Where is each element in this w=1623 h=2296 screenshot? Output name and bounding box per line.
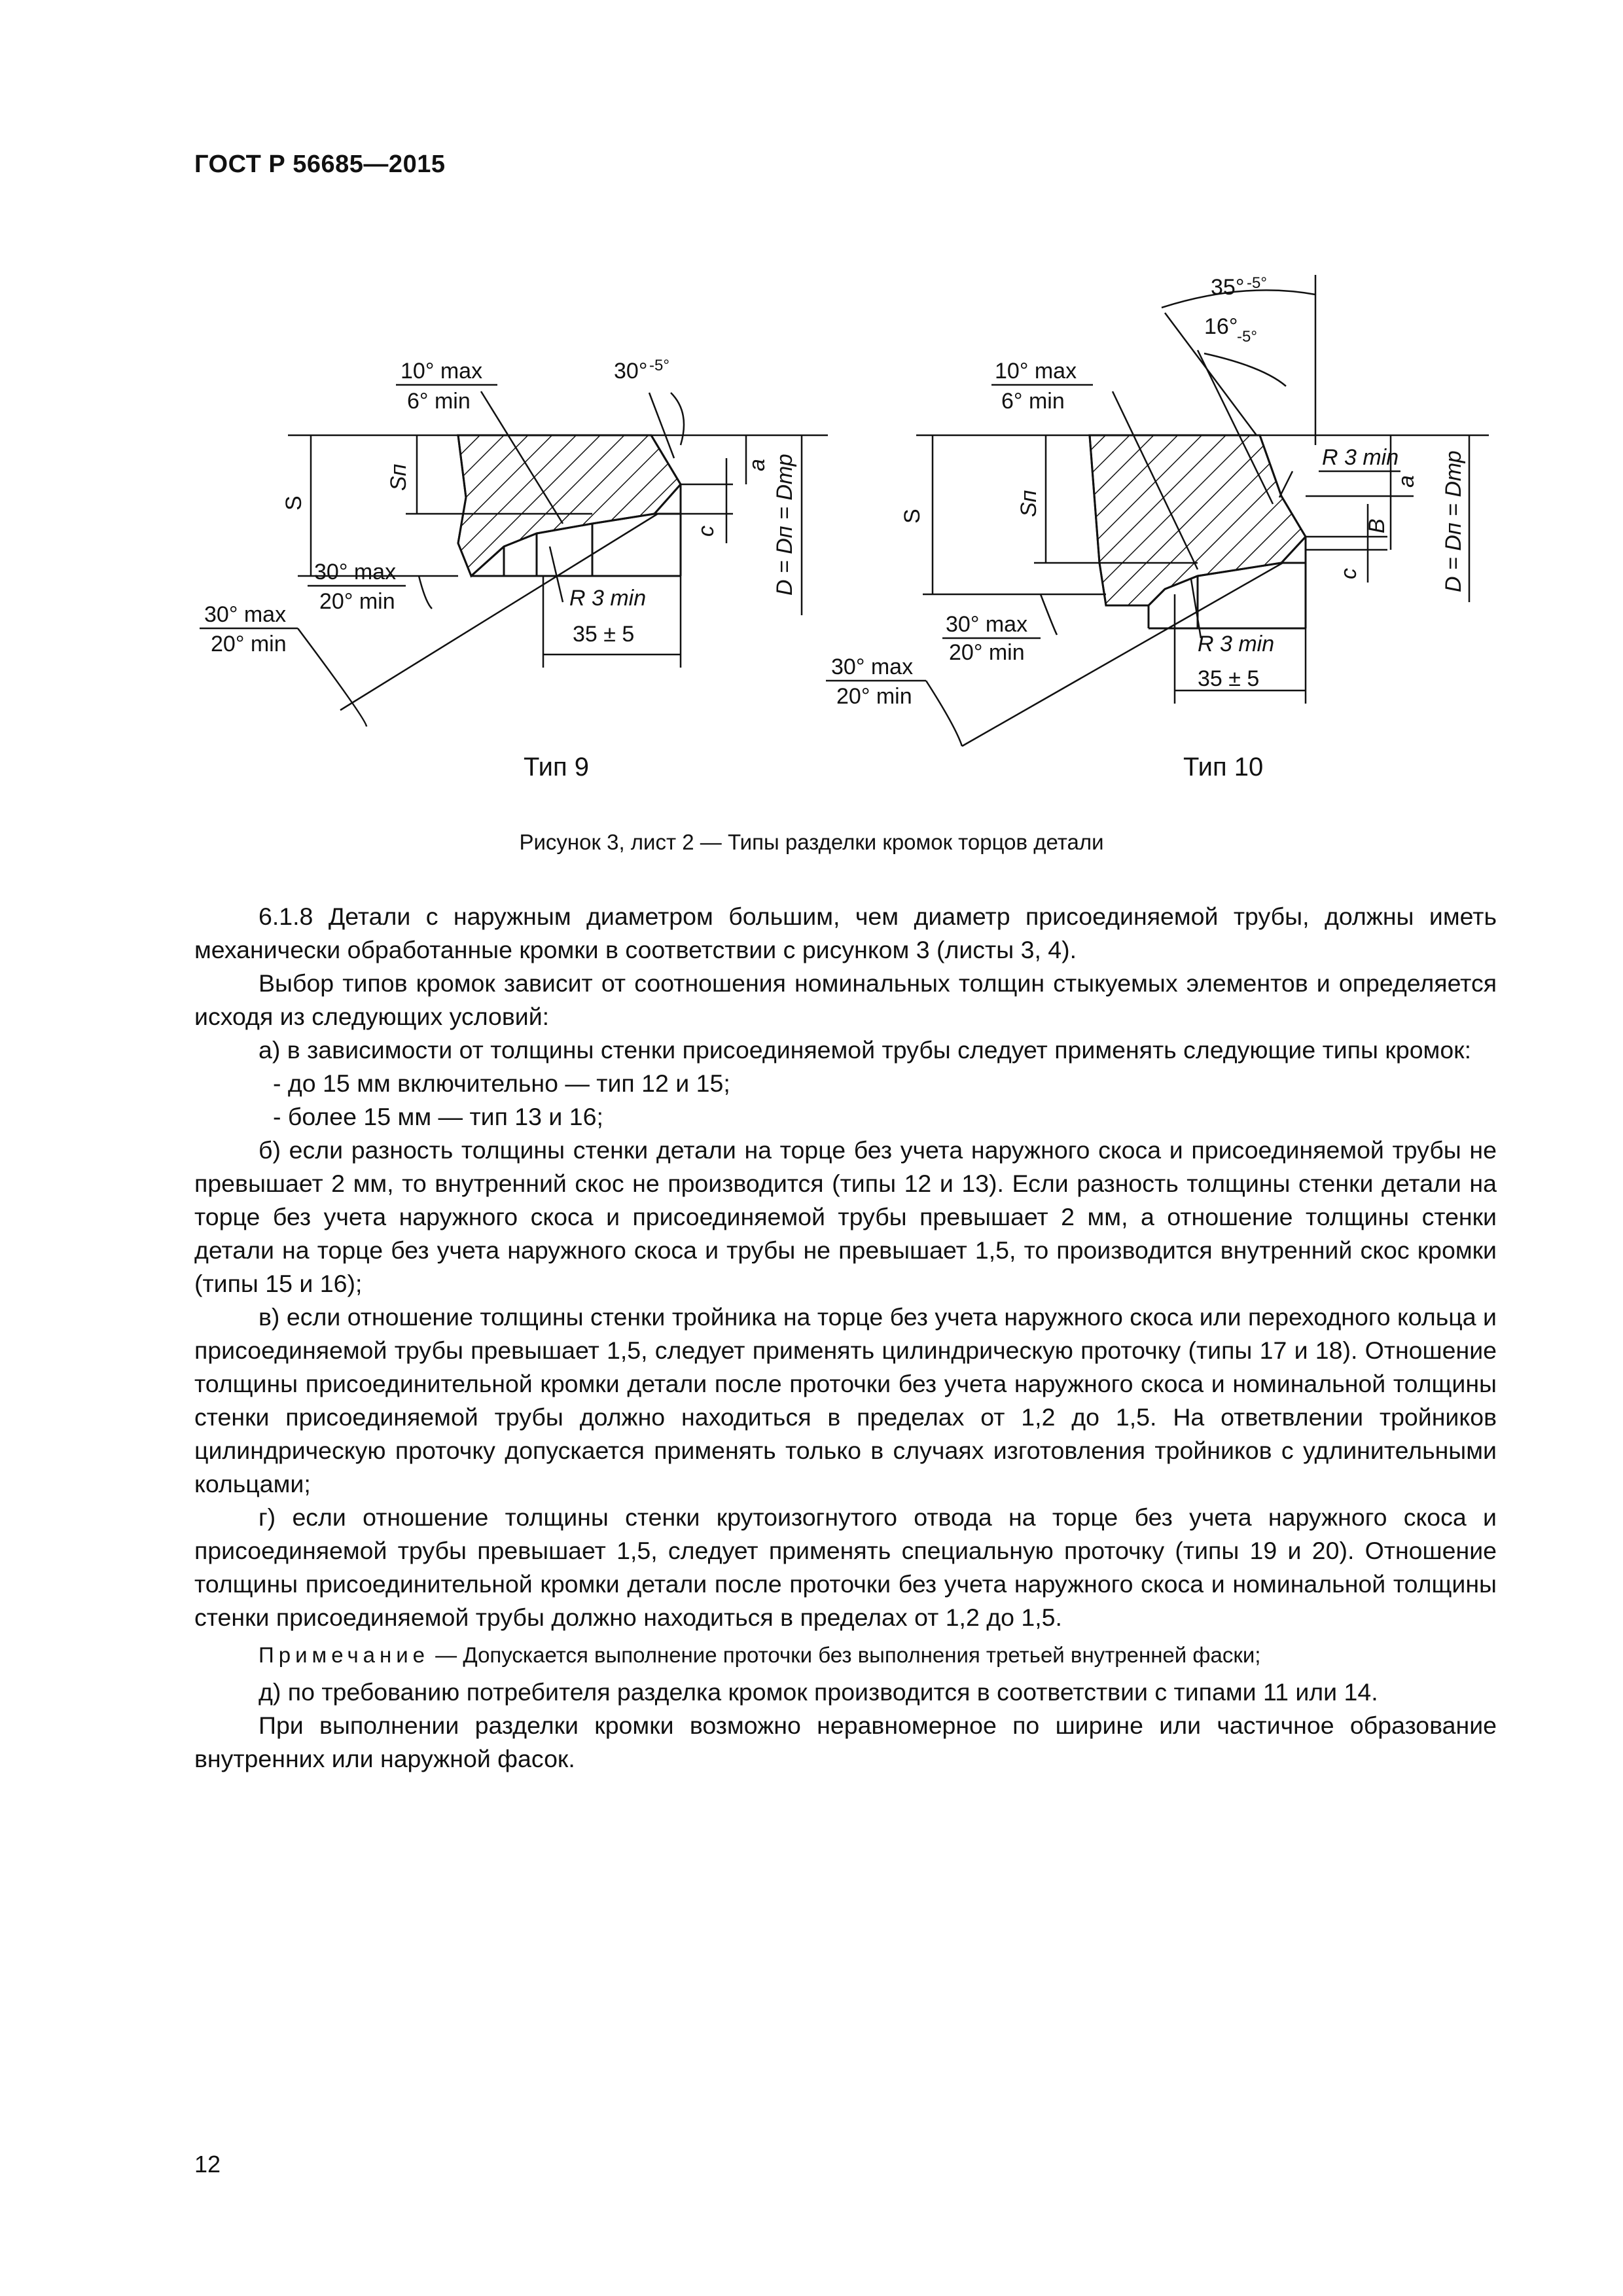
paragraph-final: При выполнении разделки кромки возможно неравномерное по ширине или частичное образование внутренних или наружной фасок. [194, 1712, 1497, 1772]
paragraph-b: б) если разность толщины стенки детали на торце без учета наружного скоса и присоединяемой трубы не превышает 2 мм, то внутренний скос не производится (типы 12 и 13). Если разность толщины стенки детали на торце без учета наружного скоса и присоединяемой трубы превышает 2 мм, а отношение толщины стенки детали на торце без учета наружного скоса и трубы не превышает 1,5, то производится внутренний скос кромки (типы 15 и 16); [194, 1136, 1497, 1297]
type9-min6: 6° min [407, 389, 471, 414]
note [194, 1638, 1497, 1672]
paragraph-a: а) в зависимости от толщины стенки присоединяемой трубы следует применять следующие типы кромок: [259, 1036, 1472, 1064]
type9-title: Тип 9 [524, 753, 590, 781]
type9-inner-min: 20° min [319, 589, 395, 614]
type9-radius: R 3 min [569, 586, 647, 611]
type9-a: a [745, 459, 770, 471]
type10-d: D = Dп = Dтр [1441, 450, 1466, 592]
paragraph-v: в) если отношение толщины стенки тройника на торце без учета наружного скоса или переходного кольца и присоединяемой трубы превышает 1,5, следует применять цилиндрическую проточку (типы 17 и 18). Отношение толщины присоединительной кромки детали после проточки без учета наружного скоса и номинальной толщины стенки присоединяемой трубы должно находиться в пределах от 1,2 до 1,5. На ответвлении тройников цилиндрическую проточку допускается применять только в случаях изготовления тройников с удлинительными кольцами; [194, 1303, 1497, 1498]
type10-angle16: 16° [1204, 314, 1238, 339]
type10-length: 35 ± 5 [1198, 666, 1260, 691]
type10-max10: 10° max [995, 359, 1077, 384]
paragraph-g: г) если отношение толщины стенки крутоизогнутого отвода на торце без учета наружного скоса и присоединяемой трубы превышает 1,5, следует применять специальную проточку (типы 19 и 20). Отношение толщины присоединительной кромки детали после проточки без учета наружного скоса и номинальной толщины стенки присоединяемой трубы должно находиться в пределах от 1,2 до 1,5. [194, 1503, 1497, 1631]
type10-c: c [1336, 568, 1361, 579]
type10-radius-bottom: R 3 min [1198, 632, 1275, 656]
type10-sn: Sп [1016, 490, 1041, 517]
note-label: Примечание [259, 1643, 430, 1667]
body-text [194, 900, 1497, 1776]
document-header: ГОСТ Р 56685—2015 [194, 151, 446, 178]
type10-inner-min: 20° min [949, 640, 1025, 665]
type9-outer-max: 30° max [204, 602, 287, 627]
type10-outer-max: 30° max [831, 655, 914, 679]
paragraph-d: д) по требованию потребителя разделка кромок производится в соответствии с типами 11 или 14. [259, 1678, 1378, 1706]
type9-c: c [694, 526, 719, 537]
type9-angle30-tol: -5° [649, 357, 669, 374]
type9-length: 35 ± 5 [573, 622, 635, 647]
type10-angle16-tol: -5° [1237, 328, 1257, 346]
type9-max10: 10° max [401, 359, 483, 384]
type9-sn: Sп [386, 463, 411, 491]
type9-d: D = Dп = Dтр [772, 454, 797, 596]
type10-a: a [1394, 475, 1419, 488]
page-number: 12 [194, 2151, 221, 2178]
list-item: - более 15 мм — тип 13 и 16; [273, 1103, 603, 1130]
list-item: - до 15 мм включительно — тип 12 и 15; [273, 1069, 730, 1097]
type10-s: S [900, 509, 925, 524]
type9-inner-max: 30° max [314, 560, 397, 584]
type10-radius-top: R 3 min [1322, 445, 1399, 470]
figure-caption: Рисунок 3, лист 2 — Типы разделки кромок торцов детали [519, 830, 1104, 854]
type10-angle35: 35° [1211, 275, 1245, 300]
type9-s: S [281, 495, 306, 511]
figure-edge-preparation [0, 0, 1623, 877]
type9-outer-min: 20° min [211, 632, 287, 656]
type9-angle30: 30° [614, 359, 648, 384]
type9-drawing [288, 391, 828, 726]
type10-outer-min: 20° min [836, 684, 912, 709]
type10-b: B [1364, 518, 1389, 533]
type10-min6: 6° min [1001, 389, 1065, 414]
paragraph-6-1-8: 6.1.8 Детали с наружным диаметром большим, чем диаметр присоединяемой трубы, должны иметь механически обработанные кромки в соответствии с рисунком 3 (листы 3, 4). [194, 903, 1497, 963]
type10-inner-max: 30° max [946, 612, 1028, 637]
paragraph-selection: Выбор типов кромок зависит от соотношения номинальных толщин стыкуемых элементов и определяется исходя из следующих условий: [194, 969, 1497, 1030]
type10-angle35-tol: -5° [1247, 274, 1267, 292]
note-text: — Допускается выполнение проточки без выполнения третьей внутренней фаски; [429, 1643, 1261, 1667]
type10-title: Тип 10 [1183, 753, 1264, 781]
